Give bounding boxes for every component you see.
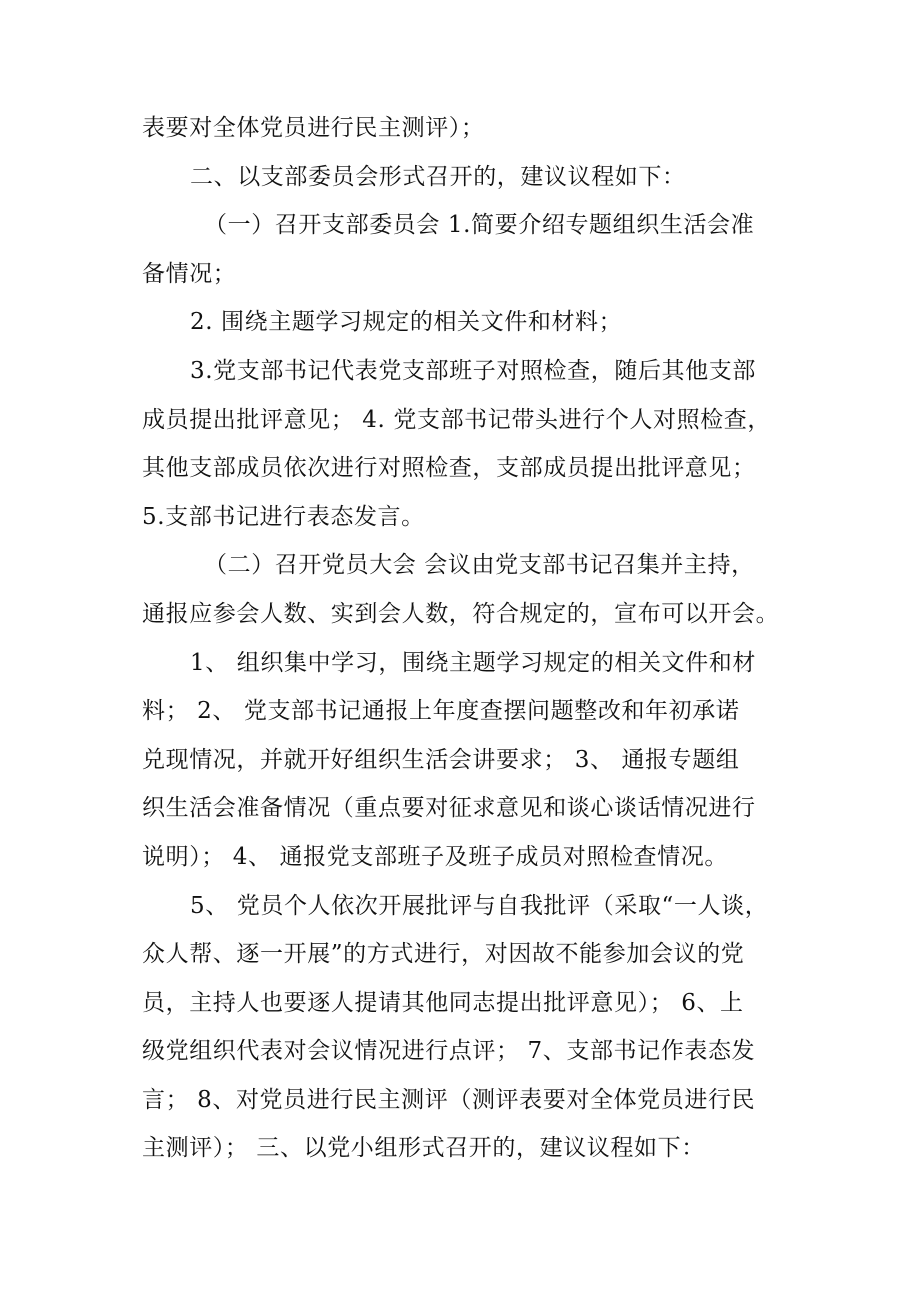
text-line: 众人帮、逐一开展”的方式进行，对因故不能参加会议的党: [142, 941, 745, 968]
text-line: 其他支部成员依次进行对照检查，支部成员提出批评意见；: [142, 455, 756, 482]
text-line: 说明）； 4、 通报党支部班子及班子成员对照检查情况。: [142, 843, 728, 870]
text-line: 主测评）； 三、以党小组形式召开的，建议议程如下：: [142, 1135, 705, 1162]
text-line: 3.党支部书记代表党支部班子对照检查，随后其他支部: [190, 357, 756, 384]
text-line: （二）召开党员大会 会议由党支部书记召集并主持，: [204, 552, 755, 579]
text-line: （一）召开支部委员会 1.简要介绍专题组织生活会准: [204, 212, 755, 239]
text-line: 通报应参会人数、实到会人数，符合规定的，宣布可以开会。: [142, 600, 780, 627]
text-line: 二、以支部委员会形式召开的，建议议程如下：: [190, 163, 686, 190]
text-line: 料； 2、 党支部书记通报上年度查摆问题整改和年初承诺: [142, 698, 740, 725]
text-line: 表要对全体党员进行民主测评）；: [142, 115, 485, 141]
text-line: 员，主持人也要逐人提请其他同志提出批评意见）； 6、上: [142, 989, 744, 1016]
text-line: 级党组织代表对会议情况进行点评； 7、支部书记作表态发: [142, 1038, 756, 1065]
text-line: 5、 党员个人依次开展批评与自我批评（采取“一人谈，: [190, 892, 769, 919]
text-line: 言； 8、对党员进行民主测评（测评表要对全体党员进行民: [142, 1086, 756, 1113]
text-line: 兑现情况，并就开好组织生活会讲要求； 3、 通报专题组: [142, 746, 740, 773]
document-body: [142, 104, 792, 1173]
text-line: 1、 组织集中学习，围绕主题学习规定的相关文件和材: [190, 649, 756, 676]
text-line: 织生活会准备情况（重点要对征求意见和谈心谈话情况进行: [142, 795, 756, 822]
text-line: 备情况；: [142, 260, 237, 287]
text-line: 成员提出批评意见； 4. 党支部书记带头进行个人对照检查，: [142, 406, 771, 433]
text-line: 5.支部书记进行表态发言。: [142, 503, 425, 530]
text-line: 2. 围绕主题学习规定的相关文件和材料；: [190, 309, 623, 336]
